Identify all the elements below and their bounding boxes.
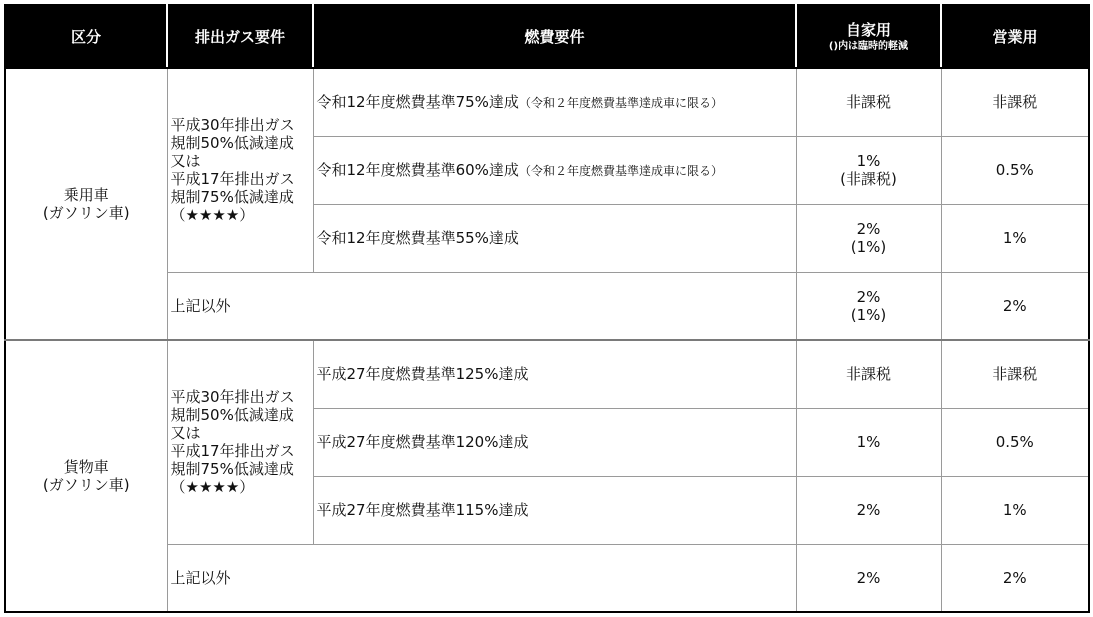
header-category: 区分 [5, 5, 167, 68]
fuel-requirement: 平成27年度燃費基準115%達成 [313, 476, 796, 544]
private-rate [796, 136, 941, 204]
category-freight [5, 340, 167, 612]
header-row [5, 5, 1089, 68]
private-rate: 1% [796, 408, 941, 476]
rate-value: 非課税 [845, 93, 891, 112]
header-commercial: 営業用 [941, 5, 1089, 68]
commercial-rate: 0.5% [941, 408, 1089, 476]
private-rate [796, 272, 941, 340]
emission-line: 規制50%低減達成 [170, 134, 294, 153]
table-row [5, 272, 1089, 340]
fuel-requirement [313, 204, 796, 272]
commercial-rate: 非課税 [941, 340, 1089, 408]
fuel-note: （令和２年度燃費基準達成車に限る） [518, 96, 723, 111]
table-row [5, 340, 1089, 408]
commercial-rate: 1% [941, 204, 1089, 272]
emission-line: 平成17年排出ガス [170, 442, 295, 461]
other-label: 上記以外 [167, 544, 796, 612]
fuel-requirement [313, 68, 796, 136]
rate-relief: (非課税) [840, 170, 897, 188]
category-label: 乗用車 [63, 186, 109, 204]
commercial-rate: 2% [941, 272, 1089, 340]
header-fuel: 燃費要件 [313, 5, 796, 68]
emission-requirement-passenger [167, 68, 313, 272]
rate-value: 1% [856, 152, 881, 170]
emission-line: 規制75%低減達成 [170, 460, 294, 479]
commercial-rate: 0.5% [941, 136, 1089, 204]
fuel-note: （令和２年度燃費基準達成車に限る） [518, 164, 723, 178]
fuel-requirement [313, 136, 796, 204]
category-passenger [5, 68, 167, 340]
fuel-requirement: 平成27年度燃費基準125%達成 [313, 340, 796, 408]
header-private-label: 自家用 [845, 20, 891, 39]
commercial-rate: 1% [941, 476, 1089, 544]
emission-line: 平成30年排出ガス [170, 388, 295, 407]
emission-line: （★★★★） [170, 478, 255, 497]
rate-relief: (1%) [850, 238, 887, 256]
rate-value: 2% [856, 287, 881, 306]
category-sublabel: (ガソリン車) [42, 204, 130, 222]
fuel-label: 令和12年度燃費基準60%達成 [316, 161, 519, 179]
emission-requirement-freight [167, 340, 313, 544]
header-emission: 排出ガス要件 [167, 5, 313, 68]
emission-line: 規制75%低減達成 [170, 188, 294, 207]
emission-line: 又は [170, 152, 201, 171]
header-private [796, 5, 941, 68]
commercial-rate: 2% [941, 544, 1089, 612]
private-rate [796, 204, 941, 272]
category-sublabel: (ガソリン車) [42, 476, 130, 494]
other-label: 上記以外 [167, 272, 796, 340]
fuel-label: 令和12年度燃費基準55%達成 [316, 229, 519, 247]
private-rate: 2% [796, 544, 941, 612]
tax-rate-table [4, 4, 1090, 613]
emission-line: 平成17年排出ガス [170, 170, 295, 189]
emission-line: 又は [170, 424, 201, 443]
category-label: 貨物車 [63, 458, 109, 476]
emission-line: （★★★★） [170, 206, 255, 225]
header-private-note: ()内は臨時的軽減 [828, 40, 909, 52]
rate-relief: (1%) [850, 305, 887, 324]
private-rate: 2% [796, 476, 941, 544]
fuel-label: 令和12年度燃費基準75%達成 [316, 93, 519, 112]
rate-value: 2% [856, 220, 881, 238]
fuel-requirement: 平成27年度燃費基準120%達成 [313, 408, 796, 476]
table-row [5, 68, 1089, 136]
emission-line: 平成30年排出ガス [170, 116, 295, 135]
private-rate [796, 68, 941, 136]
private-rate: 非課税 [796, 340, 941, 408]
table-row [5, 544, 1089, 612]
commercial-rate: 非課税 [941, 68, 1089, 136]
emission-line: 規制50%低減達成 [170, 406, 294, 425]
